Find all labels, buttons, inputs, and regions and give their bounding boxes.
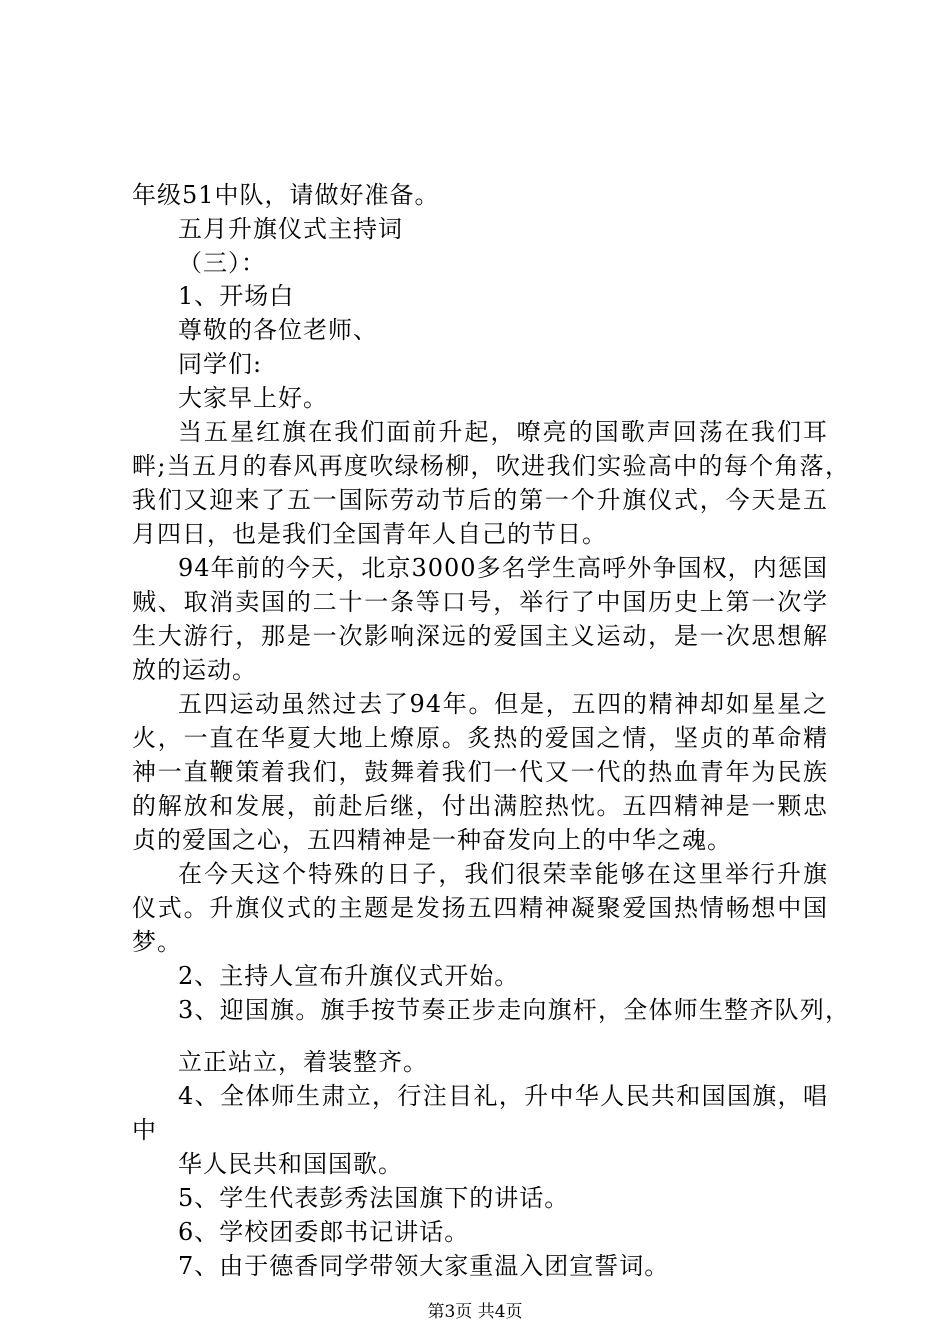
text-line: 1、开场白 <box>178 282 295 310</box>
text-line: 尊敬的各位老师、 <box>178 316 378 344</box>
text-line: 在今天这个特殊的日子，我们很荣幸能够在这里举行升旗 <box>178 860 828 888</box>
text-line: 五四运动虽然过去了94年。但是，五四的精神却如星星之 <box>178 690 828 718</box>
text-line: 中 <box>132 1116 157 1144</box>
text-line: 同学们: <box>178 350 263 378</box>
text-line: 贼、取消卖国的二十一条等口号，举行了中国历史上第一次学 <box>132 588 828 616</box>
text-line: 大家早上好。 <box>178 384 328 412</box>
text-line: 我们又迎来了五一国际劳动节后的第一个升旗仪式，今天是五 <box>132 486 828 514</box>
text-line: 华人民共和国国歌。 <box>178 1150 403 1178</box>
text-line: 94年前的今天，北京3000多名学生高呼外争国权，内惩国 <box>178 554 828 582</box>
text-line: 畔;当五月的春风再度吹绿杨柳，吹进我们实验高中的每个角落， <box>132 452 850 480</box>
text-line: 年级51中队，请做好准备。 <box>132 181 440 209</box>
text-line: 梦。 <box>132 928 182 956</box>
text-line: 立正站立，着装整齐。 <box>178 1048 428 1076</box>
page-number: 第3页 共4页 <box>427 1302 523 1322</box>
list-item: 2、主持人宣布升旗仪式开始。 <box>178 962 520 990</box>
list-item: 7、由于德香同学带领大家重温入团宣誓词。 <box>178 1252 670 1280</box>
text-line: 仪式。升旗仪式的主题是发扬五四精神凝聚爱国热情畅想中国 <box>132 894 828 922</box>
list-item: 3、迎国旗。旗手按节奏正步走向旗杆，全体师生整齐队列， <box>178 996 850 1024</box>
text-line: 的解放和发展，前赴后继，付出满腔热忱。五四精神是一颗忠 <box>132 792 828 820</box>
text-line: 生大游行，那是一次影响深远的爱国主义运动，是一次思想解 <box>132 622 828 650</box>
text-line: 放的运动。 <box>132 656 257 684</box>
text-line: 月四日，也是我们全国青年人自己的节日。 <box>132 520 607 548</box>
list-item: 4、全体师生肃立，行注目礼，升中华人民共和国国旗，唱 <box>178 1082 828 1110</box>
list-item: 5、学生代表彭秀法国旗下的讲话。 <box>178 1184 570 1212</box>
text-line: 当五星红旗在我们面前升起，嘹亮的国歌声回荡在我们耳 <box>178 418 828 446</box>
text-line: 神一直鞭策着我们，鼓舞着我们一代又一代的热血青年为民族 <box>132 758 828 786</box>
text-line: 火，一直在华夏大地上燎原。炙热的爱国之情，坚贞的革命精 <box>132 724 828 752</box>
text-line: 贞的爱国之心，五四精神是一种奋发向上的中华之魂。 <box>132 826 732 854</box>
list-item: 6、学校团委郎书记讲话。 <box>178 1218 470 1246</box>
section-title: 五月升旗仪式主持词 <box>178 215 403 243</box>
section-number: （三）： <box>178 249 266 277</box>
